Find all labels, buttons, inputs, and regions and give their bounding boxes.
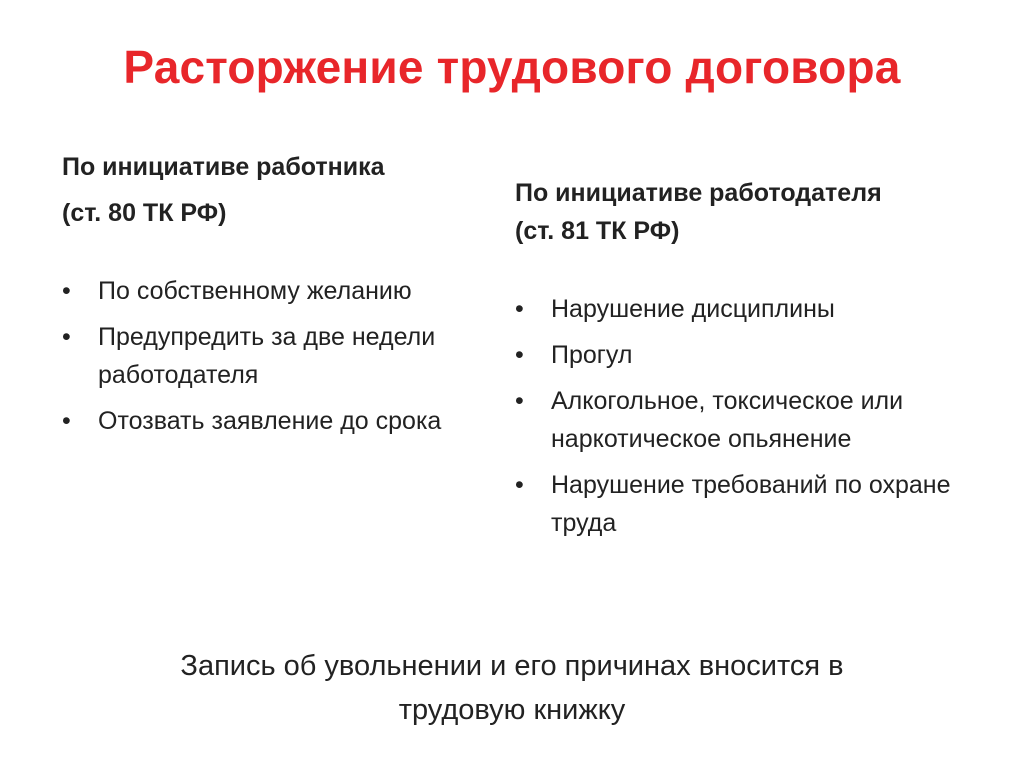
list-item-text: Отозвать заявление до срока <box>98 407 442 435</box>
employee-heading-line2: (ст. 80 ТК РФ) <box>62 199 227 227</box>
employee-initiative-heading <box>62 148 462 232</box>
list-item <box>515 466 985 542</box>
bullet-icon: • <box>62 323 71 351</box>
list-item-text: Нарушение требований по охране труда <box>551 471 951 537</box>
bullet-icon: • <box>62 407 71 435</box>
employer-heading-line1: По инициативе работодателя <box>515 179 882 207</box>
employer-initiative-heading <box>515 174 985 250</box>
bullet-icon: • <box>515 295 524 323</box>
list-item <box>515 290 985 328</box>
list-item <box>515 382 985 458</box>
employer-reasons-list <box>515 290 985 542</box>
footer-line2: трудовую книжку <box>398 694 626 726</box>
list-item-text: Предупредить за две недели работодателя <box>98 323 436 389</box>
employer-initiative-column <box>515 174 985 550</box>
bullet-icon: • <box>62 277 71 305</box>
employer-heading-line2: (ст. 81 ТК РФ) <box>515 217 680 245</box>
employee-reasons-list <box>62 272 462 440</box>
footer-line1: Запись об увольнении и его причинах вносится в <box>180 650 844 682</box>
list-item <box>62 272 462 310</box>
bullet-icon: • <box>515 471 524 499</box>
list-item-text: Алкогольное, токсическое или наркотическое опьянение <box>551 387 904 453</box>
footer-note <box>0 644 1024 732</box>
list-item <box>62 402 462 440</box>
list-item-text: По собственному желанию <box>98 277 412 305</box>
bullet-icon: • <box>515 387 524 415</box>
list-item <box>515 336 985 374</box>
list-item-text: Прогул <box>551 341 633 369</box>
employee-heading-line1: По инициативе работника <box>62 153 385 181</box>
list-item <box>62 318 462 394</box>
bullet-icon: • <box>515 341 524 369</box>
employee-initiative-column <box>62 148 462 448</box>
list-item-text: Нарушение дисциплины <box>551 295 835 323</box>
slide-title: Расторжение трудового договора <box>123 41 901 93</box>
